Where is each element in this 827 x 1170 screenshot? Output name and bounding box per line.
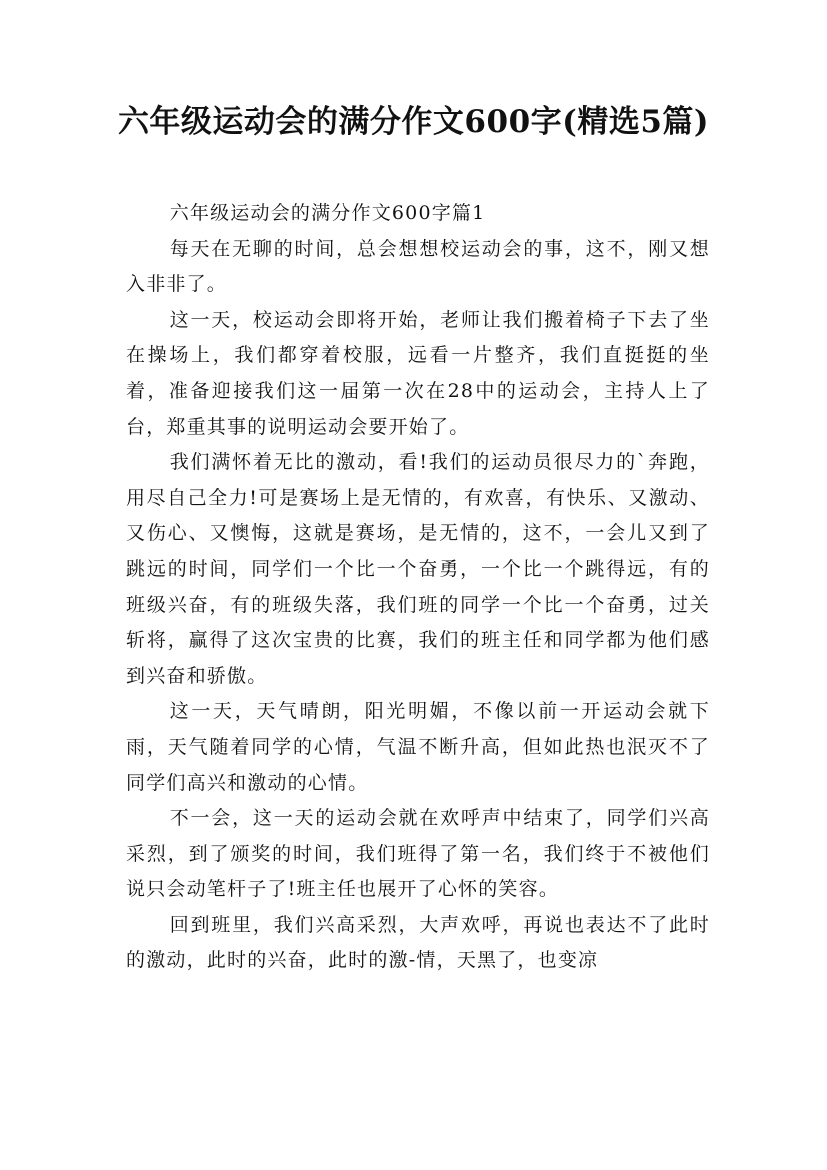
paragraph-6: 回到班里，我们兴高采烈，大声欢呼，再说也表达不了此时的激动，此时的兴奋，此时的激-情，天黑了，也变凉	[126, 913, 710, 972]
paragraph-1: 每天在无聊的时间，总会想想校运动会的事，这不，刚又想入非非了。	[126, 237, 710, 296]
paragraph-4: 这一天，天气晴朗，阳光明媚，不像以前一开运动会就下雨，天气随着同学的心情，气温不断升高，但如此热也泯灭不了同学们高兴和激动的心情。	[126, 700, 710, 794]
paragraph-2: 这一天，校运动会即将开始，老师让我们搬着椅子下去了坐在操场上，我们都穿着校服，远看一片整齐，我们直挺挺的坐着，准备迎接我们这一届第一次在28中的运动会，主持人上了台，郑重其事的说明运动会要开始了。	[126, 308, 710, 438]
document-title: 六年级运动会的满分作文600字(精选5篇)	[117, 104, 710, 140]
paragraph-5: 不一会，这一天的运动会就在欢呼声中结束了，同学们兴高采烈，到了颁奖的时间，我们班得了第一名，我们终于不被他们说只会动笔杆子了!班主任也展开了心怀的笑容。	[126, 807, 710, 901]
paragraph-3: 我们满怀着无比的激动，看!我们的运动员很尽力的`奔跑，用尽自己全力!可是赛场上是无情的，有欢喜，有快乐、又激动、又伤心、又懊悔，这就是赛场，是无情的，这不，一会儿又到了跳远的时间，同学们一个比一个奋勇，一个比一个跳得远，有的班级兴奋，有的班级失落，我们班的同学一个比一个奋勇，过关斩将，赢得了这次宝贵的比赛，我们的班主任和同学都为他们感到兴奋和骄傲。	[126, 451, 710, 687]
section-heading: 六年级运动会的满分作文600字篇1	[169, 202, 486, 224]
document-body	[126, 196, 710, 979]
